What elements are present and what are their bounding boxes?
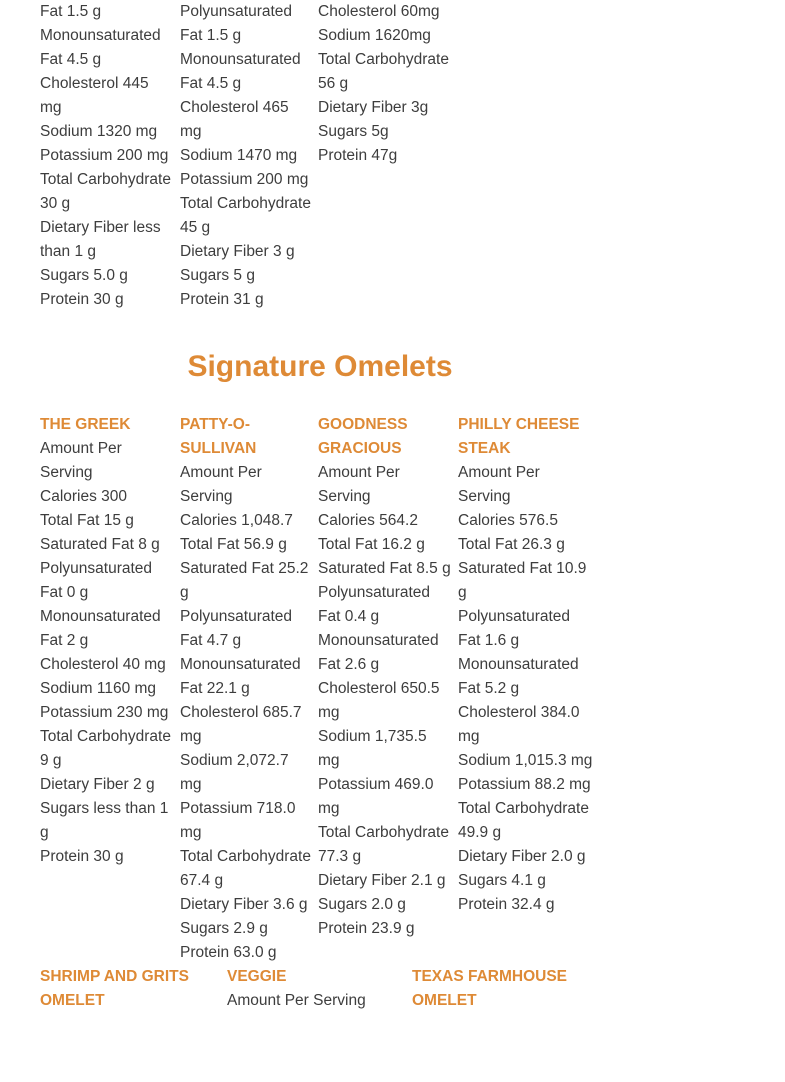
- omelet-items-grid: [40, 413, 600, 965]
- nutrition-line: Cholesterol 650.5 mg: [318, 680, 440, 721]
- omelet-item: [40, 413, 180, 869]
- nutrition-line: Saturated Fat 10.9 g: [458, 560, 587, 601]
- nutrition-line: Calories 1,048.7: [180, 512, 293, 529]
- nutrition-line: Total Fat 56.9 g: [180, 536, 287, 553]
- nutrition-line: Total Carbohydrate 56 g: [318, 51, 449, 92]
- section-title: Signature Omelets: [187, 350, 453, 383]
- nutrition-column: [180, 0, 318, 312]
- nutrition-line: Protein 30 g: [40, 848, 124, 865]
- nutrition-line: Sodium 1160 mg: [40, 680, 157, 697]
- nutrition-line: Fat 1.5 g: [40, 3, 102, 20]
- omelet-name: GOODNESS GRACIOUS: [318, 416, 408, 457]
- nutrition-line: Dietary Fiber 2.0 g: [458, 848, 586, 865]
- nutrition-line: Total Carbohydrate 67.4 g: [180, 848, 311, 889]
- nutrition-line: Amount Per Serving: [458, 464, 540, 505]
- nutrition-line: Amount Per Serving: [180, 464, 262, 505]
- nutrition-line: Potassium 230 mg: [40, 704, 169, 721]
- nutrition-line: Dietary Fiber less than 1 g: [40, 219, 161, 260]
- nutrition-line: Protein 63.0 g: [180, 944, 277, 961]
- nutrition-line: Sugars 5g: [318, 123, 389, 140]
- nutrition-line: Amount Per Serving: [318, 464, 400, 505]
- nutrition-line: Dietary Fiber 2 g: [40, 776, 155, 793]
- nutrition-line: Total Carbohydrate 9 g: [40, 728, 171, 769]
- nutrition-line: Sugars less than 1 g: [40, 800, 169, 841]
- nutrition-line: Calories 576.5: [458, 512, 558, 529]
- omelet-item: [458, 413, 600, 917]
- nutrition-line: Polyunsaturated Fat 1.5 g: [180, 3, 293, 44]
- nutrition-line: Polyunsaturated Fat 0 g: [40, 560, 153, 601]
- nutrition-line: Sugars 2.9 g: [180, 920, 268, 937]
- nutrition-line: Sodium 1620mg: [318, 27, 431, 44]
- nutrition-continued-grid: [40, 0, 600, 312]
- nutrition-line: Protein 32.4 g: [458, 896, 555, 913]
- nutrition-line: Potassium 469.0 mg: [318, 776, 434, 817]
- nutrition-line: Dietary Fiber 3g: [318, 99, 429, 116]
- omelet-name: PHILLY CHEESE STEAK: [458, 416, 580, 457]
- nutrition-line: Sodium 1470 mg: [180, 147, 298, 164]
- nutrition-line: Dietary Fiber 3.6 g: [180, 896, 308, 913]
- omelet-item: [412, 965, 600, 1013]
- nutrition-line: Protein 23.9 g: [318, 920, 415, 937]
- omelet-name: PATTY-O-SULLIVAN: [180, 416, 257, 457]
- nutrition-line: Sodium 2,072.7 mg: [180, 752, 289, 793]
- nutrition-line: Protein 30 g: [40, 291, 124, 308]
- omelet-item: [180, 413, 318, 965]
- nutrition-line: Total Carbohydrate 45 g: [180, 195, 311, 236]
- nutrition-line: Monounsaturated Fat 5.2 g: [458, 656, 579, 697]
- omelet-item: [227, 965, 412, 1013]
- omelet-name: VEGGIE: [227, 968, 287, 985]
- nutrition-line: Cholesterol 445 mg: [40, 75, 149, 116]
- nutrition-line: Protein 47g: [318, 147, 398, 164]
- omelet-name: SHRIMP AND GRITS OMELET: [40, 968, 189, 1009]
- nutrition-line: Total Carbohydrate 49.9 g: [458, 800, 589, 841]
- omelet-name: THE GREEK: [40, 416, 131, 433]
- nutrition-line: Amount Per Serving: [227, 992, 366, 1009]
- omelet-name: TEXAS FARMHOUSE OMELET: [412, 968, 568, 1009]
- nutrition-line: Amount Per Serving: [40, 440, 122, 481]
- nutrition-line: Monounsaturated Fat 4.5 g: [40, 27, 161, 68]
- nutrition-line: Saturated Fat 25.2 g: [180, 560, 309, 601]
- nutrition-line: Calories 300: [40, 488, 128, 505]
- nutrition-line: Total Fat 16.2 g: [318, 536, 425, 553]
- nutrition-line: Calories 564.2: [318, 512, 418, 529]
- nutrition-line: Potassium 88.2 mg: [458, 776, 591, 793]
- nutrition-line: Monounsaturated Fat 4.5 g: [180, 51, 301, 92]
- nutrition-line: Sugars 5.0 g: [40, 267, 128, 284]
- nutrition-line: Polyunsaturated Fat 4.7 g: [180, 608, 293, 649]
- nutrition-line: Cholesterol 685.7 mg: [180, 704, 302, 745]
- nutrition-line: Saturated Fat 8 g: [40, 536, 160, 553]
- nutrition-line: Total Carbohydrate 77.3 g: [318, 824, 449, 865]
- nutrition-line: Total Carbohydrate 30 g: [40, 171, 171, 212]
- nutrition-line: Protein 31 g: [180, 291, 264, 308]
- nutrition-column: [40, 0, 180, 312]
- omelet-bottom-grid: [40, 965, 600, 1013]
- nutrition-line: Dietary Fiber 2.1 g: [318, 872, 446, 889]
- nutrition-line: Total Fat 15 g: [40, 512, 134, 529]
- nutrition-line: Cholesterol 60mg: [318, 3, 440, 20]
- omelet-item: [318, 413, 458, 941]
- nutrition-line: Total Fat 26.3 g: [458, 536, 565, 553]
- nutrition-line: Potassium 718.0 mg: [180, 800, 296, 841]
- nutrition-line: Sugars 2.0 g: [318, 896, 406, 913]
- nutrition-line: Polyunsaturated Fat 0.4 g: [318, 584, 431, 625]
- nutrition-line: Cholesterol 384.0 mg: [458, 704, 580, 745]
- omelet-item: [40, 965, 227, 1013]
- nutrition-line: Monounsaturated Fat 22.1 g: [180, 656, 301, 697]
- nutrition-line: Sodium 1320 mg: [40, 123, 158, 140]
- nutrition-line: Sodium 1,735.5 mg: [318, 728, 427, 769]
- nutrition-line: Saturated Fat 8.5 g: [318, 560, 451, 577]
- nutrition-line: Monounsaturated Fat 2.6 g: [318, 632, 439, 673]
- nutrition-line: Potassium 200 mg: [40, 147, 169, 164]
- nutrition-line: Cholesterol 465 mg: [180, 99, 289, 140]
- nutrition-column: [318, 0, 458, 168]
- nutrition-line: Potassium 200 mg: [180, 171, 309, 188]
- nutrition-line: Sugars 4.1 g: [458, 872, 546, 889]
- nutrition-line: Sodium 1,015.3 mg: [458, 752, 593, 769]
- nutrition-line: Sugars 5 g: [180, 267, 255, 284]
- nutrition-line: Cholesterol 40 mg: [40, 656, 166, 673]
- nutrition-line: Polyunsaturated Fat 1.6 g: [458, 608, 571, 649]
- nutrition-line: Dietary Fiber 3 g: [180, 243, 295, 260]
- nutrition-line: Monounsaturated Fat 2 g: [40, 608, 161, 649]
